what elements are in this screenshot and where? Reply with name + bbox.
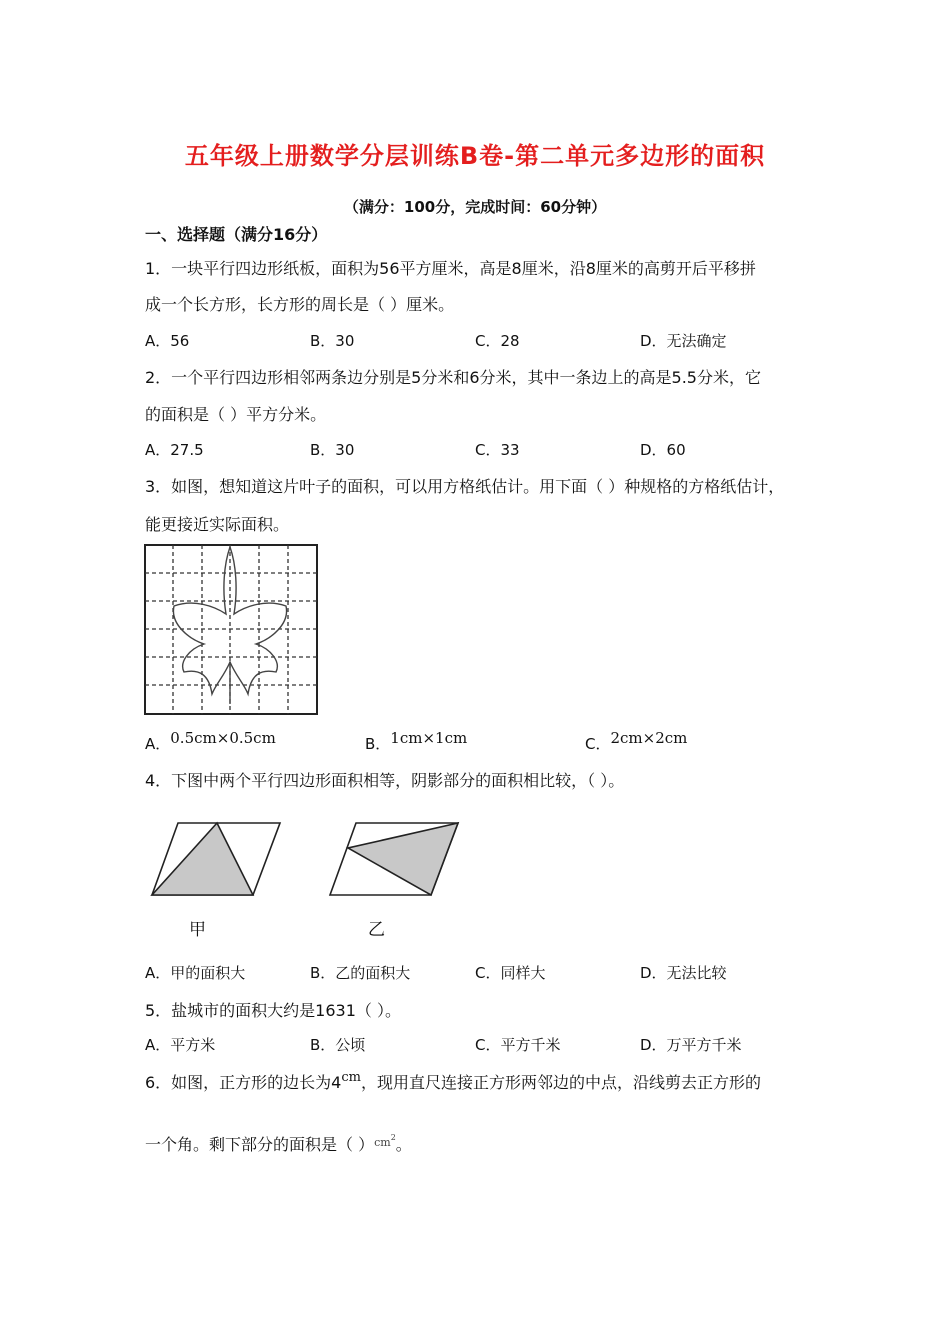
q1-option-a[interactable]: A．56: [145, 332, 190, 350]
q3-option-b-value: 1cm×1cm: [390, 729, 468, 747]
q3-option-c-value: 2cm×2cm: [610, 729, 688, 747]
parallelogram-jia: [150, 820, 285, 898]
q3-text-line1: 3．如图，想知道这片叶子的面积，可以用方格纸估计。用下面（ ）种规格的方格纸估计，: [145, 477, 785, 496]
q5-option-b[interactable]: B．公顷: [310, 1036, 366, 1054]
q5-text-line1: 5．盐城市的面积大约是1631（ ）。: [145, 1001, 401, 1020]
q3-option-a-value: 0.5cm×0.5cm: [170, 729, 276, 747]
page-title: 五年级上册数学分层训练B卷-第二单元多边形的面积: [184, 142, 766, 170]
q5-option-a[interactable]: A．平方米: [145, 1036, 216, 1054]
q3-text-line2: 能更接近实际面积。: [145, 515, 290, 534]
q5-option-c[interactable]: C．平方千米: [475, 1036, 561, 1054]
q6-text-line2: [145, 1132, 412, 1155]
q3-option-c-letter: C．: [585, 735, 611, 753]
q3-option-a[interactable]: [145, 729, 276, 754]
score-time-note: （满分：100分，完成时间：60分钟）: [343, 198, 607, 216]
label-yi: 乙: [368, 920, 385, 940]
q1-option-c[interactable]: C．28: [475, 332, 520, 350]
q3-option-a-letter: A．: [145, 735, 171, 753]
q1-text-line1: 1．一块平行四边形纸板，面积为56平方厘米，高是8厘米，沿8厘米的高剪开后平移拼: [145, 259, 756, 278]
leaf-grid-figure: [144, 544, 319, 716]
q1-text-line2: 成一个长方形，长方形的周长是（ ）厘米。: [145, 295, 455, 314]
q6-unit-cm: cm: [341, 1070, 361, 1085]
section-heading: 一、选择题（满分16分）: [145, 225, 328, 244]
q2-text-line1: 2．一个平行四边形相邻两条边分别是5分米和6分米，其中一条边上的高是5.5分米，它: [145, 368, 761, 387]
q1-option-d[interactable]: D．无法确定: [640, 332, 727, 350]
q3-option-c[interactable]: [585, 729, 688, 754]
q4-option-a[interactable]: A．甲的面积大: [145, 964, 246, 982]
q2-option-d[interactable]: D．60: [640, 441, 686, 459]
q6-text-line1: [145, 1070, 761, 1093]
q3-option-b-letter: B．: [365, 735, 391, 753]
q4-option-b[interactable]: B．乙的面积大: [310, 964, 411, 982]
q5-option-d[interactable]: D．万平方千米: [640, 1036, 742, 1054]
q3-option-b[interactable]: [365, 729, 468, 754]
q1-option-b[interactable]: B．30: [310, 332, 355, 350]
q2-option-a[interactable]: A．27.5: [145, 441, 204, 459]
q4-option-d[interactable]: D．无法比较: [640, 964, 727, 982]
q6-text-part2: ，现用直尺连接正方形两邻边的中点，沿线剪去正方形的: [360, 1073, 761, 1092]
q2-text-line2: 的面积是（ ）平方分米。: [145, 405, 327, 424]
q6-text-part3: 一个角。剩下部分的面积是（ ）: [145, 1135, 375, 1154]
q6-text-part4: 。: [395, 1135, 412, 1154]
q2-option-b[interactable]: B．30: [310, 441, 355, 459]
label-jia: 甲: [189, 920, 206, 940]
q2-option-c[interactable]: C．33: [475, 441, 520, 459]
q4-option-c[interactable]: C．同样大: [475, 964, 546, 982]
q6-unit-sup: 2: [390, 1132, 396, 1142]
parallelogram-yi: [328, 820, 463, 898]
q4-text-line1: 4．下图中两个平行四边形面积相等，阴影部分的面积相比较，（ ）。: [145, 771, 625, 790]
q6-unit-cm2: cm: [374, 1136, 391, 1149]
q6-text-part1: 6．如图，正方形的边长为4: [145, 1073, 342, 1092]
